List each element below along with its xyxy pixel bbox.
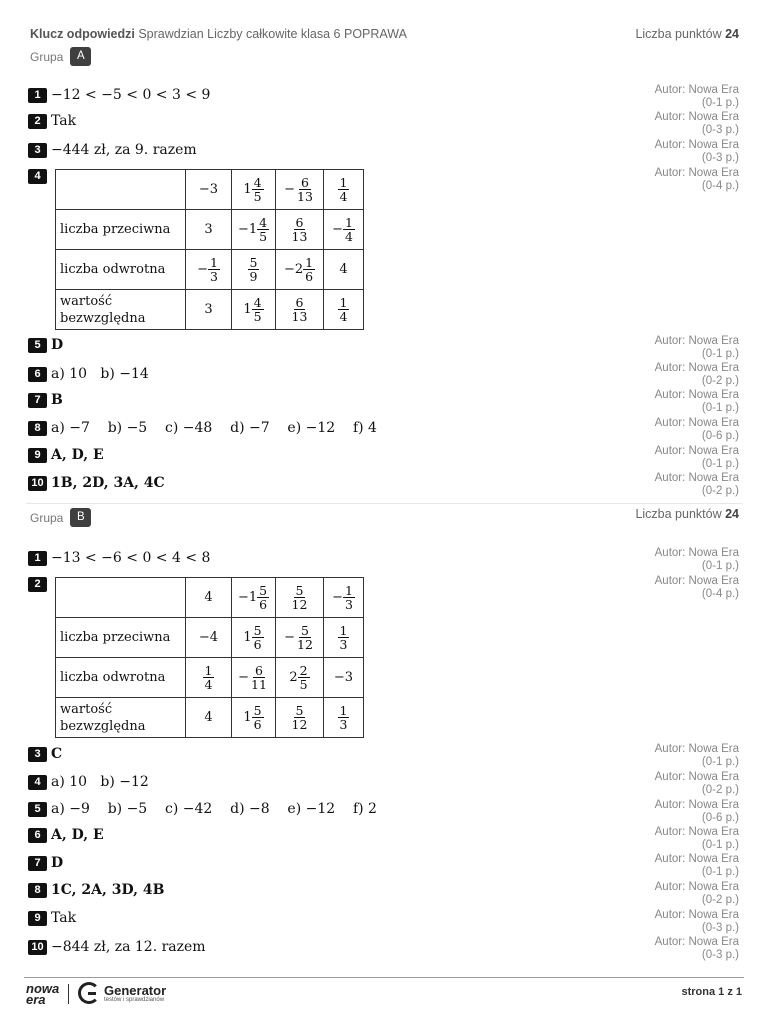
row-label: liczba odwrotna (56, 658, 186, 698)
table-row (56, 698, 364, 738)
table-cell: $\frac{5}{12}$ (276, 578, 324, 618)
author-note: Autor: Nowa Era (0-1 p.) (654, 853, 739, 878)
question-number: 9 (28, 448, 47, 463)
question-number: 7 (28, 393, 47, 408)
question-row (28, 447, 104, 463)
question-number: 9 (28, 911, 47, 926)
logo-divider (68, 984, 69, 1004)
question-row (28, 337, 63, 353)
answer-table (55, 577, 364, 738)
table-cell: − $\frac{1}{4}$ (324, 210, 364, 250)
table-cell: −1 $\frac{4}{5}$ (232, 210, 276, 250)
table-row (56, 290, 364, 330)
table-cell: 1 $\frac{4}{5}$ (232, 170, 276, 210)
question-row (28, 392, 63, 408)
table-cell: 1 $\frac{4}{5}$ (232, 290, 276, 330)
author-note: Autor: Nowa Era (0-1 p.) (654, 826, 739, 851)
question-row (28, 142, 197, 158)
row-label: liczba przeciwna (56, 210, 186, 250)
answer-text: C (51, 746, 63, 762)
question-number: 8 (28, 883, 47, 898)
table-cell: $\frac{1}{4}$ (186, 658, 232, 698)
author-note: Autor: Nowa Era (0-4 p.) (654, 167, 739, 192)
table-cell: − $\frac{6}{11}$ (232, 658, 276, 698)
author-note: Autor: Nowa Era (0-2 p.) (654, 771, 739, 796)
table-cell: −3 (324, 658, 364, 698)
points-value: 24 (725, 507, 739, 521)
table-cell: −4 (186, 618, 232, 658)
points-label: Liczba punktów (635, 27, 722, 41)
answer-text: −444 zł, za 9. razem (51, 142, 197, 158)
points-value: 24 (725, 27, 739, 41)
document-title-rest: Sprawdzian Liczby całkowite klasa 6 POPRAWA (134, 27, 407, 41)
table-row (56, 250, 364, 290)
question-number: 2 (28, 114, 47, 129)
table-cell: −2 $\frac{1}{6}$ (276, 250, 324, 290)
answer-text: B (51, 392, 63, 408)
group-badge: A (70, 47, 91, 66)
table-cell: 2 $\frac{2}{5}$ (276, 658, 324, 698)
question-number: 10 (28, 476, 47, 491)
question-number: 6 (28, 367, 47, 382)
table-cell: $\frac{1}{3}$ (324, 618, 364, 658)
table-cell: − $\frac{1}{3}$ (324, 578, 364, 618)
author-note: Autor: Nowa Era (0-1 p.) (654, 335, 739, 360)
question-row (28, 113, 76, 129)
nowa-era-logo: nowa era (26, 981, 60, 1007)
question-row (28, 420, 377, 436)
document-title (30, 27, 407, 41)
table-row (56, 618, 364, 658)
question-number: 5 (28, 802, 47, 817)
row-label: liczba odwrotna (56, 250, 186, 290)
answer-text: −12 < −5 < 0 < 3 < 9 (51, 87, 211, 103)
answer-text: a) −7 b) −5 c) −48 d) −7 e) −12 f) 4 (51, 420, 377, 436)
question-number: 6 (28, 828, 47, 843)
points-label: Liczba punktów (635, 507, 722, 521)
question-row (28, 577, 364, 738)
table-cell: 1 $\frac{5}{6}$ (232, 618, 276, 658)
table-cell: 3 (186, 210, 232, 250)
answer-text: Tak (51, 113, 77, 129)
author-note: Autor: Nowa Era (0-3 p.) (654, 139, 739, 164)
answer-text: D (51, 337, 64, 353)
generator-logo-icon (78, 982, 100, 1004)
row-label: liczba przeciwna (56, 618, 186, 658)
question-row (28, 801, 377, 817)
table-cell: $\frac{1}{3}$ (324, 698, 364, 738)
author-note: Autor: Nowa Era (0-1 p.) (654, 84, 739, 109)
question-number: 2 (28, 577, 47, 592)
question-row (28, 855, 63, 871)
author-note: Autor: Nowa Era (0-1 p.) (654, 389, 739, 414)
answer-text: −13 < −6 < 0 < 4 < 8 (51, 550, 211, 566)
table-cell: 4 (186, 578, 232, 618)
generator-logo-text: Generator (104, 983, 167, 998)
author-note: Autor: Nowa Era (0-4 p.) (654, 575, 739, 600)
question-number: 3 (28, 747, 47, 762)
table-cell (56, 170, 186, 210)
author-note: Autor: Nowa Era (0-2 p.) (654, 881, 739, 906)
table-cell: $\frac{6}{13}$ (276, 290, 324, 330)
table-cell: $\frac{1}{4}$ (324, 290, 364, 330)
footer-divider (24, 977, 744, 978)
table-cell: 3 (186, 290, 232, 330)
question-row (28, 550, 210, 566)
group-divider (26, 503, 742, 504)
table-cell: $\frac{5}{9}$ (232, 250, 276, 290)
question-number: 4 (28, 775, 47, 790)
answer-text: Tak (51, 910, 77, 926)
group-label: Grupa (30, 510, 64, 525)
row-label: wartość bezwzględna (56, 698, 186, 738)
group-label: Grupa (30, 49, 64, 64)
answer-text: A, D, E (51, 827, 104, 843)
table-cell: 1 $\frac{5}{6}$ (232, 698, 276, 738)
question-number: 8 (28, 421, 47, 436)
table-cell: $\frac{6}{13}$ (276, 210, 324, 250)
table-row (56, 658, 364, 698)
points-total (635, 27, 739, 41)
question-number: 3 (28, 143, 47, 158)
question-number: 1 (28, 551, 47, 566)
table-cell: −1 $\frac{5}{6}$ (232, 578, 276, 618)
document-title-bold: Klucz odpowiedzi (30, 27, 135, 41)
group-badge: B (70, 508, 91, 527)
answer-text: −844 zł, za 12. razem (51, 939, 206, 955)
group-b-header (30, 508, 91, 527)
question-row (28, 87, 210, 103)
row-label: wartość bezwzględna (56, 290, 186, 330)
table-cell: 4 (186, 698, 232, 738)
table-cell: − $\frac{1}{3}$ (186, 250, 232, 290)
table-cell: − $\frac{6}{13}$ (276, 170, 324, 210)
table-cell (56, 578, 186, 618)
table-row (56, 578, 364, 618)
answer-text: a) −9 b) −5 c) −42 d) −8 e) −12 f) 2 (51, 801, 377, 817)
question-row (28, 366, 149, 382)
page-number: strona 1 z 1 (681, 986, 742, 998)
table-cell: −3 (186, 170, 232, 210)
author-note: Autor: Nowa Era (0-2 p.) (654, 472, 739, 497)
answer-text: 1B, 2D, 3A, 4C (51, 475, 165, 491)
question-number: 5 (28, 338, 47, 353)
author-note: Autor: Nowa Era (0-6 p.) (654, 417, 739, 442)
author-note: Autor: Nowa Era (0-3 p.) (654, 909, 739, 934)
question-number: 4 (28, 169, 47, 184)
answer-text: A, D, E (51, 447, 104, 463)
generator-logo-subtitle: testów i sprawdzianów (104, 997, 165, 1003)
question-row (28, 827, 104, 843)
question-row (28, 169, 364, 330)
group-a-header (30, 47, 91, 66)
question-row (28, 746, 62, 762)
answer-text: 1C, 2A, 3D, 4B (51, 882, 165, 898)
answer-table (55, 169, 364, 330)
author-note: Autor: Nowa Era (0-3 p.) (654, 936, 739, 961)
question-row (28, 882, 164, 898)
table-cell: $\frac{1}{4}$ (324, 170, 364, 210)
author-note: Autor: Nowa Era (0-3 p.) (654, 111, 739, 136)
question-row (28, 475, 165, 491)
author-note: Autor: Nowa Era (0-1 p.) (654, 743, 739, 768)
question-number: 7 (28, 856, 47, 871)
table-cell: − $\frac{5}{12}$ (276, 618, 324, 658)
table-row (56, 210, 364, 250)
question-number: 1 (28, 88, 47, 103)
table-cell: 4 (324, 250, 364, 290)
question-row (28, 939, 206, 955)
table-row (56, 170, 364, 210)
question-number: 10 (28, 940, 47, 955)
question-row (28, 910, 76, 926)
answer-text: D (51, 855, 64, 871)
points-total (635, 507, 739, 521)
author-note: Autor: Nowa Era (0-2 p.) (654, 362, 739, 387)
answer-text: a) 10 b) −12 (51, 774, 149, 790)
author-note: Autor: Nowa Era (0-1 p.) (654, 445, 739, 470)
answer-text: a) 10 b) −14 (51, 366, 149, 382)
question-row (28, 774, 149, 790)
author-note: Autor: Nowa Era (0-6 p.) (654, 799, 739, 824)
author-note: Autor: Nowa Era (0-1 p.) (654, 547, 739, 572)
table-cell: $\frac{5}{12}$ (276, 698, 324, 738)
